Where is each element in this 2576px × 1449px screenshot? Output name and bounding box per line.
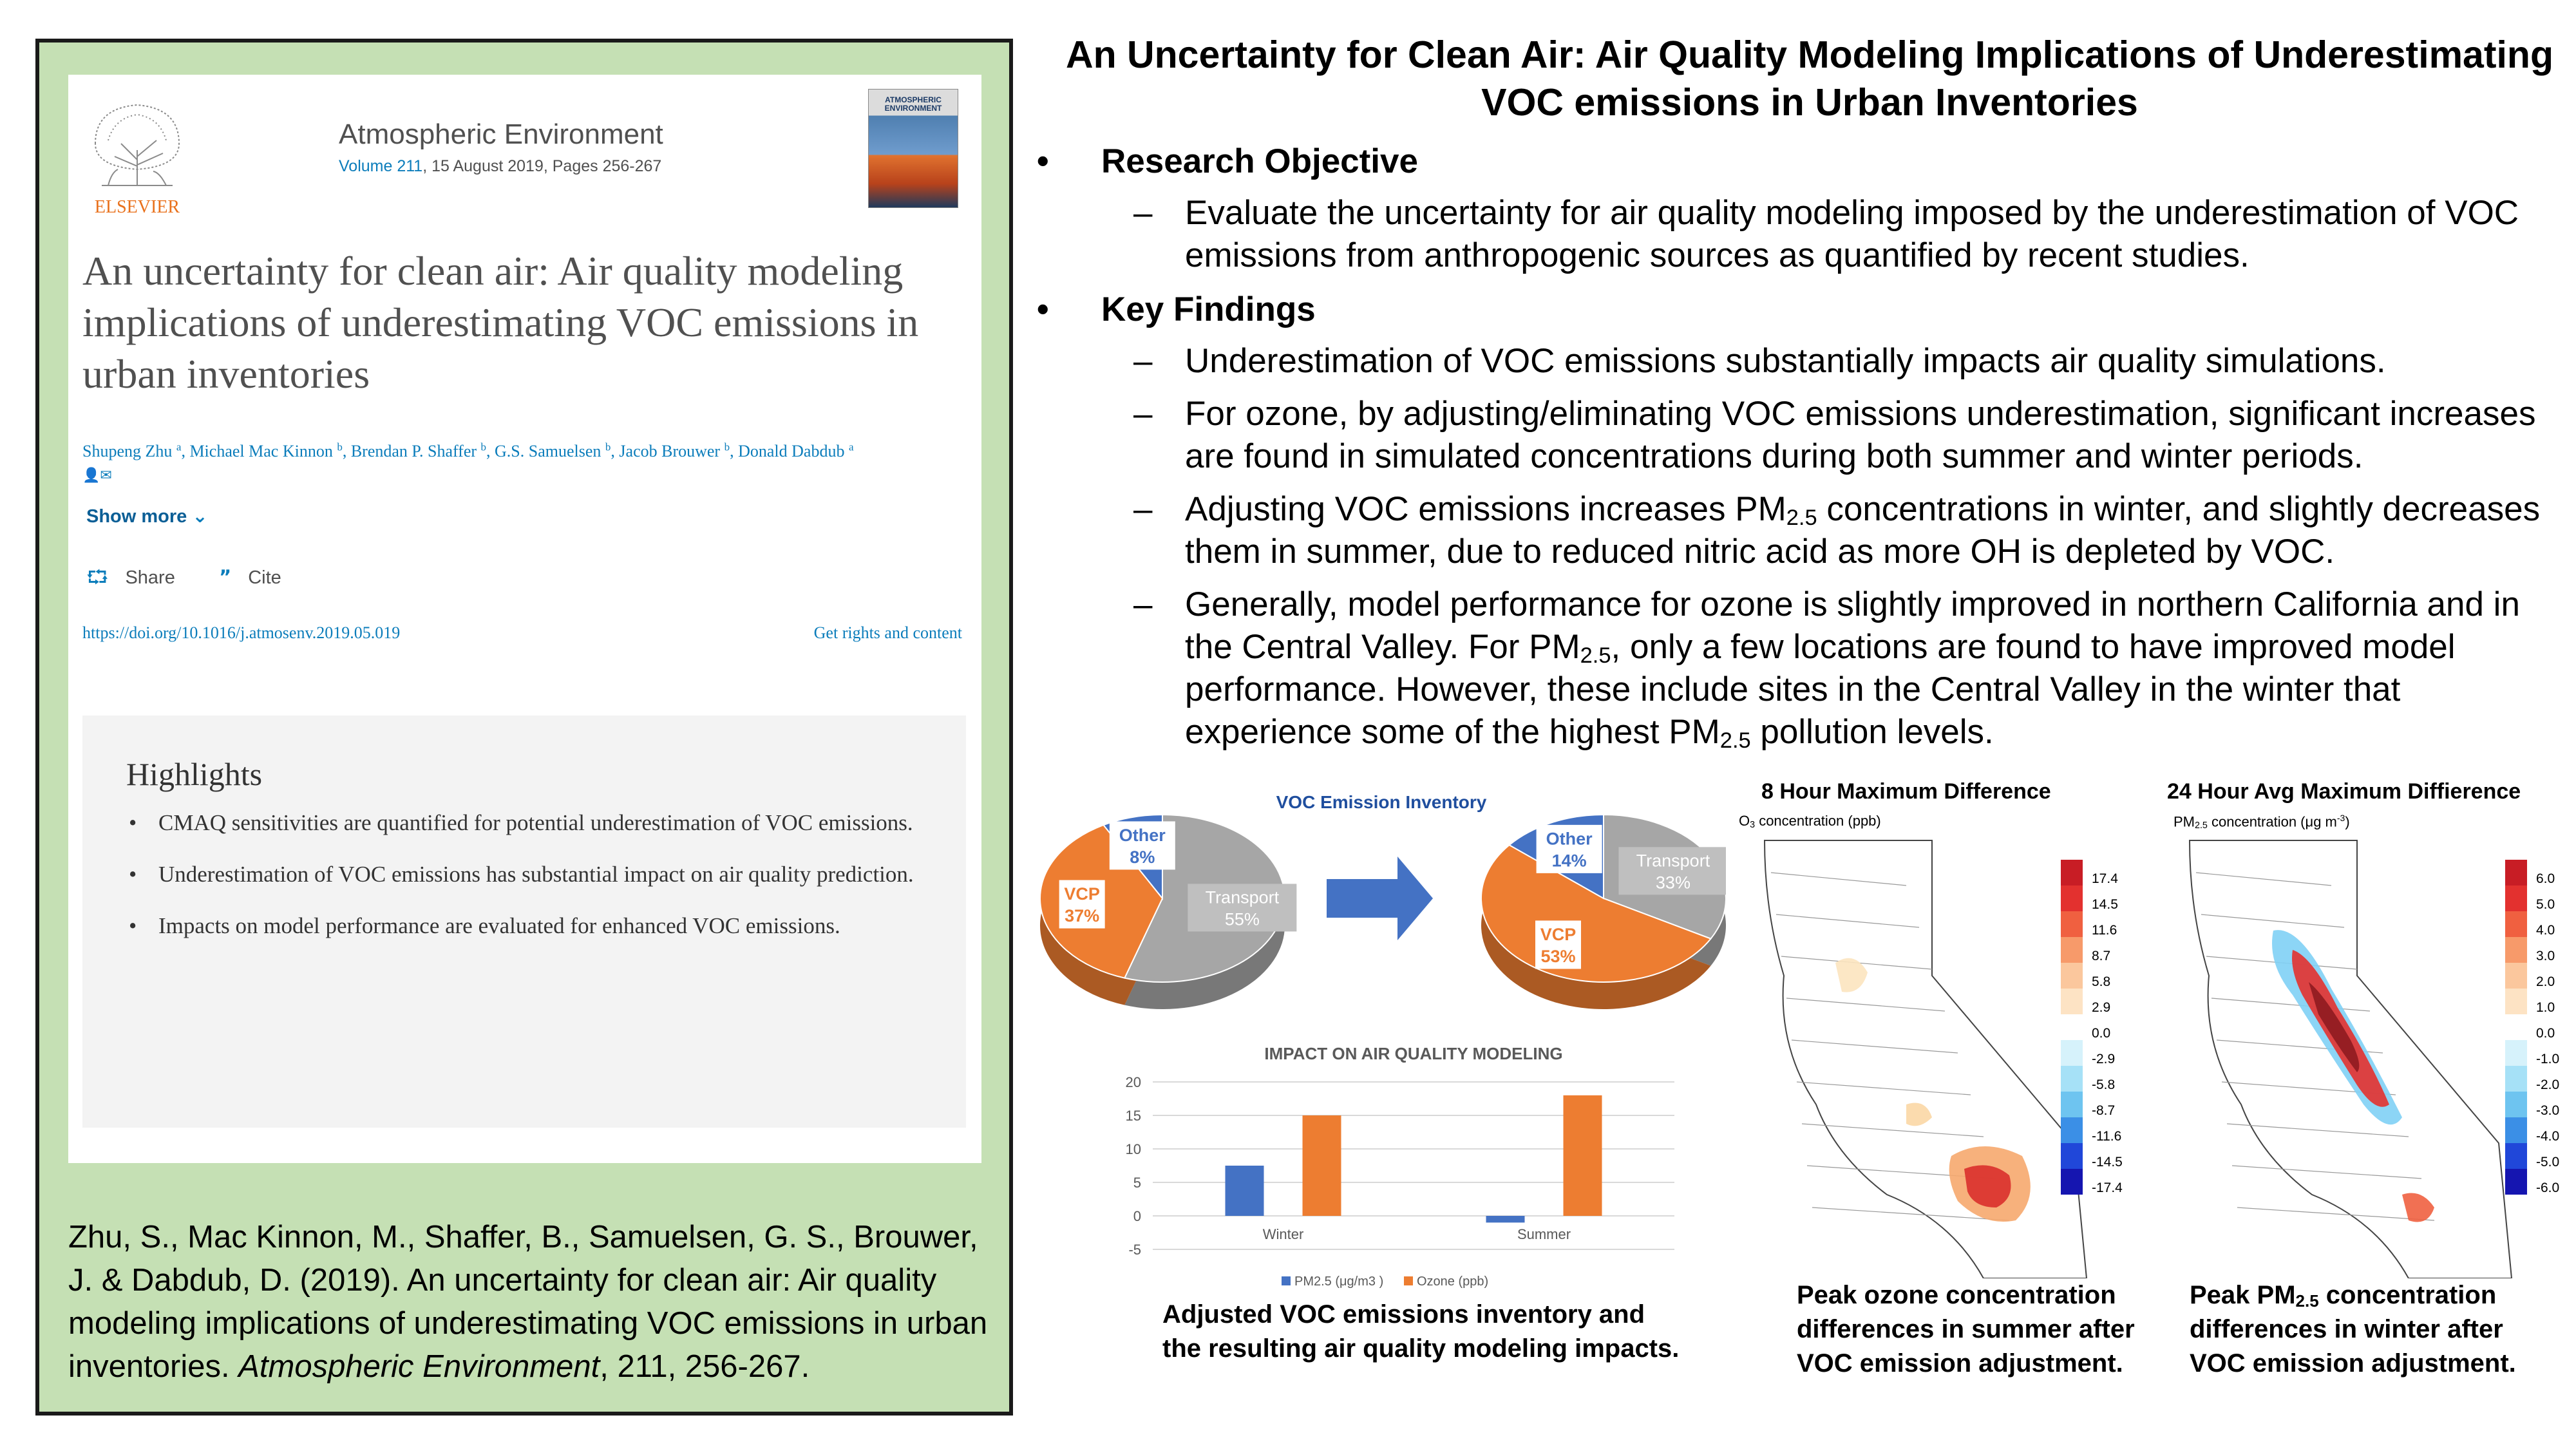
colorbar-tick-label: -2.0	[2536, 1077, 2560, 1092]
pie-label-value: 53%	[1540, 946, 1576, 966]
share-cite-row	[86, 564, 305, 596]
share-button[interactable]: ⮔ Share	[86, 566, 175, 588]
finding-item: – Generally, model performance for ozone is slightly improved in northern California and in the Central Valley. For $PM_{2.5}$, only a few locations are found to have improved model performance. However, these include sites in the Central Valley in the winter that experience some of the highest $PM_{2.5}$ pollution levels.	[1030, 583, 2563, 753]
pie-label-name: Transport	[1205, 887, 1280, 907]
colorbar-segment	[2505, 1117, 2527, 1143]
ozone-colorbar-label: $O_3$ concentration (ppb)	[1739, 813, 1881, 830]
author-link[interactable]: Shupeng Zhu $^a$	[82, 440, 182, 460]
pie-chart-title: VOC Emission Inventory	[1276, 792, 1487, 812]
colorbar-segment	[2061, 1066, 2083, 1092]
pie-label-name: Transport	[1636, 851, 1710, 871]
colorbar-segment	[2061, 1169, 2083, 1195]
summary-bullets	[1030, 140, 2563, 764]
journal-name[interactable]: Atmospheric Environment	[339, 118, 663, 150]
key-findings-heading: • Key Findings	[1030, 289, 2563, 331]
colorbar-segment	[2505, 1040, 2527, 1066]
colorbar-tick-label: -11.6	[2092, 1129, 2122, 1144]
colorbar-segment	[2061, 886, 2083, 911]
colorbar-segment	[2505, 937, 2527, 963]
colorbar-segment	[2505, 1092, 2527, 1117]
figure-caption-pm25: Peak $PM_{2.5}$ concentration differences in winter after VOC emission adjustment.	[2190, 1281, 2516, 1378]
highlight-item: • Impacts on model performance are evaluated for enhanced VOC emissions.	[126, 909, 931, 943]
person-mail-icons[interactable]: 👤✉	[82, 467, 112, 484]
y-tick-label: 0	[1133, 1208, 1141, 1224]
voc-pie-charts	[1030, 782, 1726, 1034]
colorbar-segment	[2061, 911, 2083, 937]
colorbar-segment	[2505, 989, 2527, 1014]
pie-label-value: 55%	[1224, 909, 1260, 929]
colorbar-tick-label: -4.0	[2536, 1129, 2560, 1144]
article-screenshot	[68, 75, 981, 1163]
colorbar-tick-label: -8.7	[2092, 1103, 2116, 1118]
colorbar-tick-label: 3.0	[2536, 949, 2555, 963]
chevron-down-icon: ⌄	[192, 505, 208, 527]
journal-cover[interactable]: ATMOSPHERIC ENVIRONMENT	[868, 89, 958, 208]
colorbar-tick-label: 1.0	[2536, 1000, 2555, 1015]
pm25-difference-map	[2164, 834, 2563, 1278]
colorbar-segment	[2505, 1014, 2527, 1040]
colorbar-tick-label: -3.0	[2536, 1103, 2560, 1118]
colorbar-segment	[2505, 886, 2527, 911]
article-title: An uncertainty for clean air: Air quality modeling implications of underestimating VOC emissions in urban inventories	[82, 248, 919, 397]
colorbar-tick-label: -5.0	[2536, 1155, 2560, 1170]
bar-pm25-winter	[1226, 1166, 1264, 1216]
finding-item: – Adjusting VOC emissions increases $PM_{2.5}$ concentrations in winter, and slightly decreases them in summer, due to reduced nitric acid as more OH is depleted by VOC.	[1030, 488, 2563, 573]
rights-link[interactable]: Get rights and content	[813, 623, 962, 642]
legend-label: Ozone (ppb)	[1417, 1274, 1489, 1289]
citation-panel	[35, 39, 1013, 1416]
research-objective-heading: • Research Objective	[1030, 140, 2563, 183]
volume-link[interactable]: Volume 211	[339, 157, 423, 175]
colorbar-tick-label: 6.0	[2536, 871, 2555, 886]
show-more-button[interactable]: Show more ⌄	[86, 505, 208, 527]
pie-before	[1040, 815, 1296, 1009]
pie-after	[1481, 815, 1726, 1009]
cite-button[interactable]: ” Cite	[219, 566, 281, 588]
poster-title: An Uncertainty for Clean Air: Air Quality Modeling Implications of Underestimating VOC emissions in Urban Inventories	[1066, 33, 2553, 124]
colorbar-segment	[2505, 1143, 2527, 1169]
colorbar-tick-label: 14.5	[2092, 897, 2118, 912]
reference-citation: Zhu, S., Mac Kinnon, M., Shaffer, B., Samuelsen, G. S., Brouwer, J. & Dabdub, D. (2019). An uncertainty for clean air: Air quality modeling implications of underestimating VOC emissions in urban inventories. Atmospheric Environment, 211, 256-267.	[68, 1220, 988, 1384]
author-link[interactable]: Donald Dabdub $^a$	[738, 440, 854, 460]
colorbar-segment	[2061, 1143, 2083, 1169]
colorbar-segment	[2061, 963, 2083, 989]
colorbar-tick-label: 8.7	[2092, 949, 2111, 963]
pie-label-value: 14%	[1551, 851, 1587, 871]
colorbar-segment	[2061, 989, 2083, 1014]
colorbar-tick-label: -17.4	[2092, 1180, 2123, 1195]
pie-label-name: Other	[1119, 825, 1166, 845]
highlights-box	[82, 715, 966, 1128]
bar-chart-title: IMPACT ON AIR QUALITY MODELING	[1264, 1044, 1563, 1063]
colorbar-segment	[2505, 1169, 2527, 1195]
figure-caption-inventory: Adjusted VOC emissions inventory and the resulting air quality modeling impacts.	[1162, 1300, 1680, 1363]
bar-ozone-winter	[1303, 1115, 1341, 1216]
finding-item: – For ozone, by adjusting/eliminating VOC emissions underestimation, significant increases are found in simulated concentrations during both summer and winter periods.	[1030, 393, 2563, 478]
colorbar-tick-label: 5.8	[2092, 974, 2111, 989]
finding-item: – Underestimation of VOC emissions substantially impacts air quality simulations.	[1030, 340, 2563, 383]
author-link[interactable]: Michael Mac Kinnon $^b$	[189, 440, 343, 460]
colorbar-tick-label: 5.0	[2536, 897, 2555, 912]
highlights-heading: Highlights	[126, 756, 263, 792]
author-list: Shupeng Zhu $^a$, Michael Mac Kinnon $^b$, Brendan P. Shaffer $^b$, G.S. Samuelsen $^b$, Jacob Brouwer $^b$, Donald Dabdub $^a$ 👤✉	[82, 440, 854, 484]
author-link[interactable]: Brendan P. Shaffer $^b$	[350, 440, 487, 460]
bar-pm25-summer	[1486, 1216, 1525, 1222]
y-tick-label: -5	[1128, 1242, 1141, 1258]
legend-label: PM2.5 (μg/m3 )	[1294, 1274, 1384, 1289]
colorbar-segment	[2061, 1117, 2083, 1143]
pm25-colorbar-label: $PM_{2.5}$ concentration (μg $m^{-3}$)	[2174, 813, 2350, 831]
pie-label-name: Other	[1546, 829, 1593, 849]
x-category-label: Winter	[1262, 1226, 1304, 1242]
y-tick-label: 20	[1125, 1074, 1141, 1090]
colorbar-tick-label: 11.6	[2092, 923, 2117, 938]
elsevier-logo	[82, 89, 192, 218]
pie-label-value: 37%	[1065, 906, 1100, 926]
colorbar-segment	[2505, 860, 2527, 886]
ozone-difference-map	[1739, 834, 2125, 1278]
y-tick-label: 10	[1125, 1141, 1141, 1157]
author-link[interactable]: G.S. Samuelsen $^b$	[495, 440, 611, 460]
colorbar-segment	[2505, 963, 2527, 989]
colorbar-tick-label: 2.9	[2092, 1000, 2111, 1015]
colorbar-segment	[2061, 1092, 2083, 1117]
colorbar-tick-label: 17.4	[2092, 871, 2118, 886]
ozone-map-panel	[1739, 773, 2125, 1275]
y-tick-label: 5	[1133, 1175, 1141, 1191]
colorbar-segment	[2061, 860, 2083, 886]
impact-bar-chart	[1108, 1037, 1687, 1294]
colorbar-tick-label: -1.0	[2536, 1052, 2560, 1066]
colorbar-segment	[2061, 1040, 2083, 1066]
bar-ozone-summer	[1564, 1095, 1602, 1216]
colorbar-tick-label: -5.8	[2092, 1077, 2116, 1092]
highlight-item: • Underestimation of VOC emissions has substantial impact on air quality prediction.	[126, 857, 931, 892]
colorbar-segment	[2505, 911, 2527, 937]
highlights-list	[126, 806, 931, 960]
share-icon: ⮔	[86, 566, 109, 588]
colorbar-tick-label: 0.0	[2536, 1026, 2555, 1041]
colorbar-tick-label: -14.5	[2092, 1155, 2123, 1170]
pm25-map-panel	[2138, 773, 2563, 1275]
author-link[interactable]: Jacob Brouwer $^b$	[619, 440, 730, 460]
svg-text:ELSEVIER: ELSEVIER	[94, 197, 180, 217]
colorbar-tick-label: -2.9	[2092, 1052, 2116, 1066]
colorbar-segment	[2505, 1066, 2527, 1092]
pie-label-value: 33%	[1655, 873, 1690, 893]
objective-item: – Evaluate the uncertainty for air quality modeling imposed by the underestimation of VOC emissions from anthropogenic sources as quantified by recent studies.	[1030, 192, 2563, 277]
pie-label-name: VCP	[1064, 884, 1100, 904]
legend-swatch	[1282, 1276, 1291, 1285]
legend-swatch	[1404, 1276, 1413, 1285]
y-tick-label: 15	[1125, 1108, 1141, 1124]
pie-label-name: VCP	[1540, 924, 1577, 944]
figure-caption-ozone: Peak ozone concentration differences in summer after VOC emission adjustment.	[1797, 1281, 2135, 1378]
pie-label-value: 8%	[1130, 847, 1155, 867]
quote-icon: ”	[219, 566, 232, 588]
doi-link[interactable]: https://doi.org/10.1016/j.atmosenv.2019.05.019	[82, 623, 401, 642]
colorbar-segment	[2061, 937, 2083, 963]
x-category-label: Summer	[1517, 1226, 1571, 1242]
colorbar-tick-label: -6.0	[2536, 1180, 2560, 1195]
colorbar-tick-label: 0.0	[2092, 1026, 2111, 1041]
colorbar-segment	[2061, 1014, 2083, 1040]
pm25-map-title: 24 Hour Avg Maximum Diffierence	[2167, 779, 2521, 804]
ozone-map-title: 8 Hour Maximum Difference	[1761, 779, 2051, 804]
arrow-right-icon	[1327, 857, 1433, 940]
colorbar-tick-label: 2.0	[2536, 974, 2555, 989]
colorbar-tick-label: 4.0	[2536, 923, 2555, 938]
journal-volume: Volume 211, 15 August 2019, Pages 256-267	[339, 157, 662, 175]
highlight-item: • CMAQ sensitivities are quantified for potential underestimation of VOC emissions.	[126, 806, 931, 840]
